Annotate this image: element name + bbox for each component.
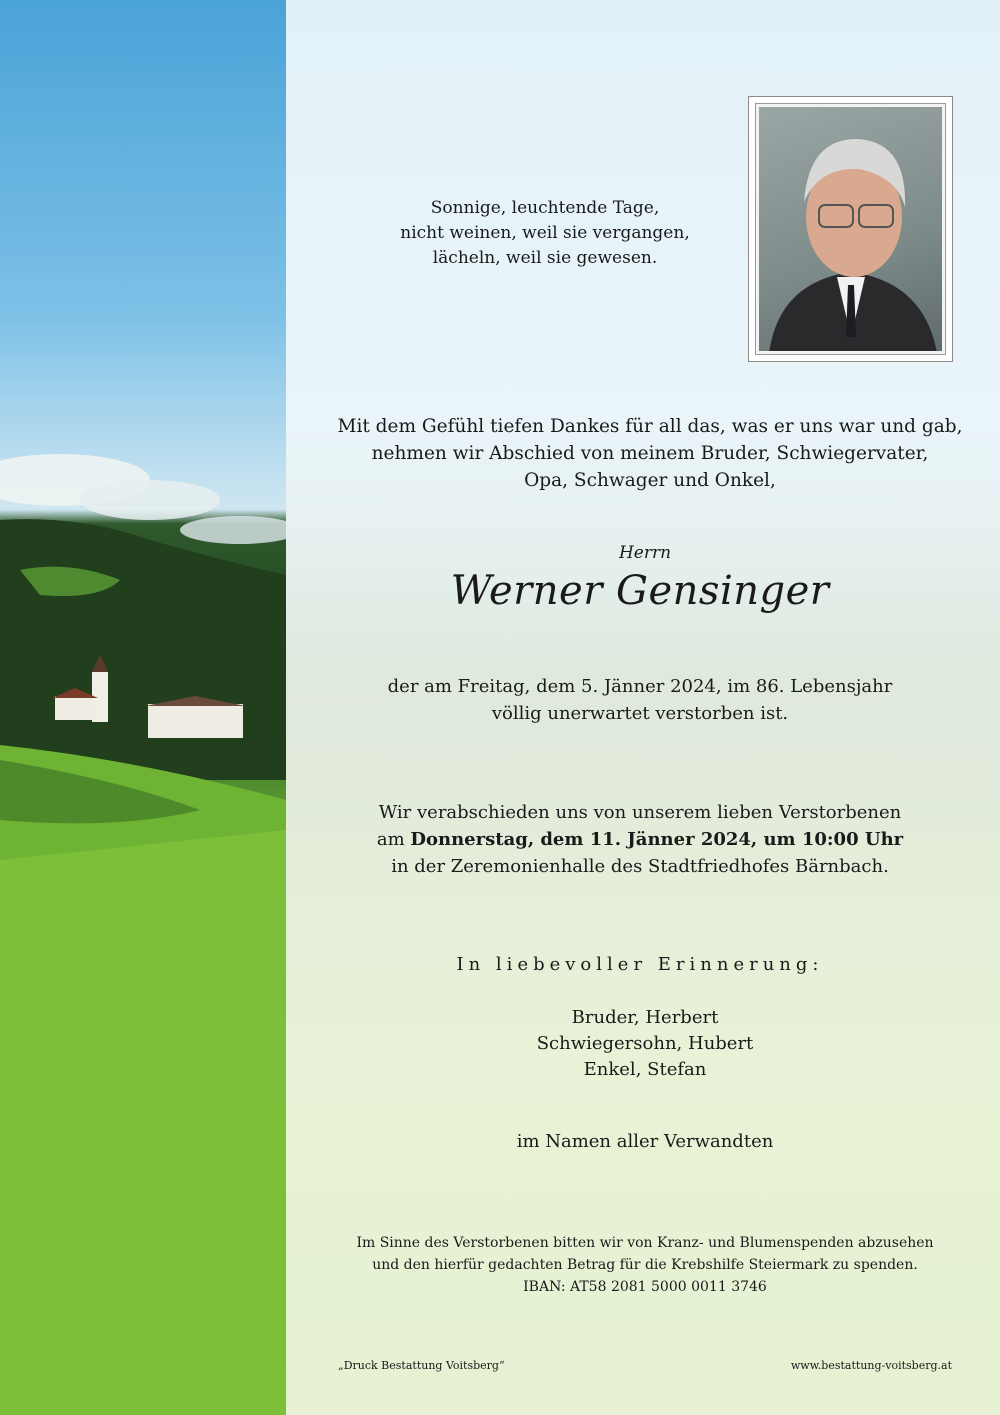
landscape-image bbox=[0, 0, 286, 1415]
portrait-photo bbox=[759, 107, 942, 351]
verse: Sonnige, leuchtende Tage, nicht weinen, weil sie vergangen, lächeln, weil sie gewesen. bbox=[400, 198, 690, 268]
mourner: Bruder, Herbert bbox=[571, 1007, 719, 1028]
mourner: Enkel, Stefan bbox=[583, 1059, 707, 1080]
funeral-date: Donnerstag, dem 11. Jänner 2024, um 10:00 Uhr bbox=[410, 829, 904, 850]
portrait-frame bbox=[748, 96, 953, 362]
death-notice: der am Freitag, dem 5. Jänner 2024, im 86. Lebensjahr völlig unerwartet verstorben ist. bbox=[387, 676, 893, 724]
intro-text: Mit dem Gefühl tiefen Dankes für all das, was er uns war und gab, nehmen wir Abschied von meinem Bruder, Schwiegervater, Opa, Schwager und Onkel, bbox=[337, 416, 963, 491]
printer-credit: „Druck Bestattung Voitsberg“ bbox=[338, 1359, 505, 1372]
salutation: Herrn bbox=[618, 543, 672, 563]
mourners-list bbox=[460, 1005, 830, 1083]
website-link[interactable]: www.bestattung-voitsberg.at bbox=[790, 1359, 952, 1372]
deceased-name: Werner Gensinger bbox=[450, 568, 830, 614]
donation-request: Im Sinne des Verstorbenen bitten wir von Kranz- und Blumenspenden abzusehen und den hierfür gedachten Betrag für die Krebshilfe Steiermark zu spenden. IBAN: AT58 2081 5000 0011 3746 bbox=[300, 1232, 990, 1298]
iban: IBAN: AT58 2081 5000 0011 3746 bbox=[523, 1279, 767, 1295]
family-line: im Namen aller Verwandten bbox=[516, 1131, 774, 1152]
funeral-details: Wir verabschieden uns von unserem lieben Verstorbenen am Donnerstag, dem 11. Jänner 2024, um 10:00 Uhr in der Zeremonienhalle des Stadtfriedhofes Bärnbach. bbox=[376, 802, 904, 877]
memory-heading: In liebevoller Erinnerung: bbox=[456, 954, 824, 975]
mourner: Schwiegersohn, Hubert bbox=[536, 1033, 754, 1054]
